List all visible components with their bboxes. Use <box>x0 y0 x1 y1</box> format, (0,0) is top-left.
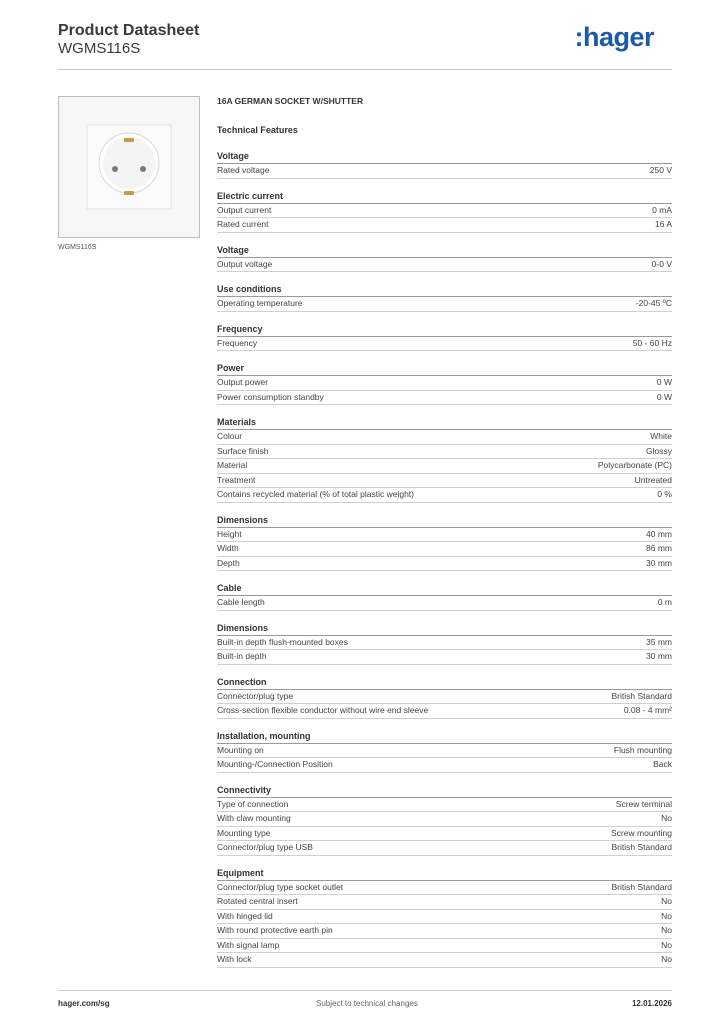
spec-row <box>217 895 672 910</box>
spec-label: Connector/plug type USB <box>217 842 313 852</box>
spec-value: 0 m <box>657 597 672 607</box>
technical-features-heading: Technical Features <box>217 125 298 135</box>
spec-section <box>217 867 672 968</box>
spec-label: Mounting on <box>217 744 264 755</box>
spec-value: Screw terminal <box>615 798 672 809</box>
spec-label: Output current <box>217 204 272 215</box>
spec-label: Height <box>217 528 242 539</box>
spec-label: Surface finish <box>217 445 269 456</box>
spec-row <box>217 596 672 611</box>
spec-label: Width <box>217 543 239 553</box>
section-title: Voltage <box>217 150 672 164</box>
page-header <box>58 20 672 70</box>
spec-label: Cross-section flexible conductor without wire end sleeve <box>217 705 429 715</box>
spec-value: British Standard <box>611 881 672 892</box>
page-footer <box>58 990 672 1011</box>
spec-section <box>217 514 672 572</box>
spec-row <box>217 636 672 651</box>
spec-row <box>217 758 672 773</box>
spec-value: 16 A <box>654 219 672 229</box>
spec-value: 0 W <box>656 377 672 387</box>
spec-label: Type of connection <box>217 798 289 809</box>
spec-row <box>217 841 672 856</box>
section-title: Installation, mounting <box>217 730 672 744</box>
spec-value: No <box>661 813 672 823</box>
spec-value: No <box>661 925 672 935</box>
spec-value: No <box>661 939 672 950</box>
spec-value: 30 mm <box>646 651 672 661</box>
spec-row <box>217 297 672 312</box>
spec-row <box>217 542 672 557</box>
spec-label: Connector/plug type <box>217 690 294 701</box>
section-title: Connection <box>217 676 672 690</box>
footer-website: hager.com/sg <box>58 999 110 1008</box>
spec-row <box>217 430 672 445</box>
spec-label: Built-in depth flush-mounted boxes <box>217 636 348 647</box>
spec-row <box>217 690 672 705</box>
spec-label: Material <box>217 460 248 470</box>
spec-label: Mounting type <box>217 827 271 838</box>
spec-row <box>217 459 672 474</box>
product-image <box>58 96 200 238</box>
logo-text: hager <box>582 22 654 52</box>
spec-label: Treatment <box>217 474 256 485</box>
spec-section <box>217 150 672 179</box>
spec-row <box>217 528 672 543</box>
product-name: 16A GERMAN SOCKET W/SHUTTER <box>217 96 364 106</box>
spec-value: 50 - 60 Hz <box>632 337 672 348</box>
spec-value: No <box>661 954 672 964</box>
spec-section <box>217 244 672 273</box>
spec-value: 250 V <box>649 165 672 175</box>
spec-row <box>217 798 672 813</box>
spec-row <box>217 376 672 391</box>
spec-value: 40 mm <box>646 528 672 539</box>
spec-label: Rotated central insert <box>217 896 298 906</box>
spec-value: 86 mm <box>646 543 672 553</box>
spec-label: Colour <box>217 431 243 441</box>
spec-section <box>217 622 672 665</box>
spec-label: With hinged lid <box>217 910 273 921</box>
spec-value: 0-0 V <box>651 258 672 269</box>
spec-value: Screw mounting <box>611 827 672 838</box>
spec-value: 0 mA <box>652 204 672 215</box>
spec-row <box>217 704 672 719</box>
spec-row <box>217 337 672 352</box>
spec-section <box>217 283 672 312</box>
spec-row <box>217 474 672 489</box>
section-title: Dimensions <box>217 514 672 528</box>
spec-row <box>217 827 672 842</box>
spec-row <box>217 488 672 503</box>
section-title: Voltage <box>217 244 672 258</box>
section-title: Frequency <box>217 323 672 337</box>
socket-illustration <box>59 97 199 237</box>
spec-label: Contains recycled material (% of total plastic weight) <box>217 489 414 499</box>
spec-row <box>217 164 672 179</box>
section-title: Use conditions <box>217 283 672 297</box>
spec-row <box>217 258 672 273</box>
spec-label: Mounting-/Connection Position <box>217 759 333 769</box>
section-title: Dimensions <box>217 622 672 636</box>
section-title: Cable <box>217 582 672 596</box>
spec-row <box>217 218 672 233</box>
spec-value: Glossy <box>646 445 672 456</box>
spec-section <box>217 190 672 233</box>
spec-value: -20-45 ºC <box>635 298 672 308</box>
section-title: Equipment <box>217 867 672 881</box>
spec-row <box>217 924 672 939</box>
spec-value: No <box>661 896 672 906</box>
document-title: Product Datasheet <box>58 22 200 39</box>
spec-value: White <box>650 431 672 441</box>
spec-row <box>217 650 672 665</box>
spec-label: Rated voltage <box>217 165 270 175</box>
spec-sections <box>217 150 672 968</box>
spec-value: Polycarbonate (PC) <box>597 460 672 470</box>
spec-section <box>217 323 672 352</box>
spec-label: Output power <box>217 377 269 387</box>
spec-value: 35 mm <box>646 636 672 647</box>
section-title: Connectivity <box>217 784 672 798</box>
spec-section <box>217 730 672 773</box>
footer-date: 12.01.2026 <box>631 999 672 1008</box>
spec-row <box>217 744 672 759</box>
spec-row <box>217 204 672 219</box>
spec-value: 0 % <box>657 489 672 499</box>
spec-label: With round protective earth pin <box>217 925 333 935</box>
spec-label: Frequency <box>217 337 258 348</box>
spec-value: 0 W <box>656 391 672 402</box>
spec-value: Back <box>653 759 672 769</box>
image-caption: WGMS116S <box>58 244 97 251</box>
product-code: WGMS116S <box>58 40 141 57</box>
spec-row <box>217 391 672 406</box>
hager-logo: :hager <box>574 22 654 52</box>
spec-label: Power consumption standby <box>217 391 324 402</box>
spec-value: No <box>661 910 672 921</box>
spec-section <box>217 784 672 856</box>
spec-section <box>217 676 672 719</box>
spec-section <box>217 416 672 503</box>
spec-row <box>217 812 672 827</box>
spec-value: Flush mounting <box>613 744 672 755</box>
spec-value: 0.08 - 4 mm² <box>623 705 672 715</box>
section-title: Materials <box>217 416 672 430</box>
spec-value: British Standard <box>611 690 672 701</box>
spec-label: Output voltage <box>217 258 273 269</box>
specs-content <box>217 96 672 968</box>
spec-row <box>217 953 672 968</box>
spec-label: Depth <box>217 557 240 568</box>
spec-section <box>217 582 672 611</box>
spec-label: With claw mounting <box>217 813 291 823</box>
spec-row <box>217 445 672 460</box>
spec-row <box>217 910 672 925</box>
spec-label: With signal lamp <box>217 939 280 950</box>
spec-label: With lock <box>217 954 252 964</box>
spec-label: Cable length <box>217 597 265 607</box>
section-title: Electric current <box>217 190 672 204</box>
spec-section <box>217 362 672 405</box>
spec-label: Operating temperature <box>217 298 303 308</box>
spec-value: Untreated <box>634 474 672 485</box>
section-title: Power <box>217 362 672 376</box>
spec-row <box>217 881 672 896</box>
spec-value: British Standard <box>611 842 672 852</box>
spec-row <box>217 557 672 572</box>
spec-label: Rated current <box>217 219 269 229</box>
spec-label: Built-in depth <box>217 651 267 661</box>
spec-value: 30 mm <box>646 557 672 568</box>
spec-label: Connector/plug type socket outlet <box>217 881 344 892</box>
spec-row <box>217 939 672 954</box>
footer-note: Subject to technical changes <box>316 999 418 1008</box>
